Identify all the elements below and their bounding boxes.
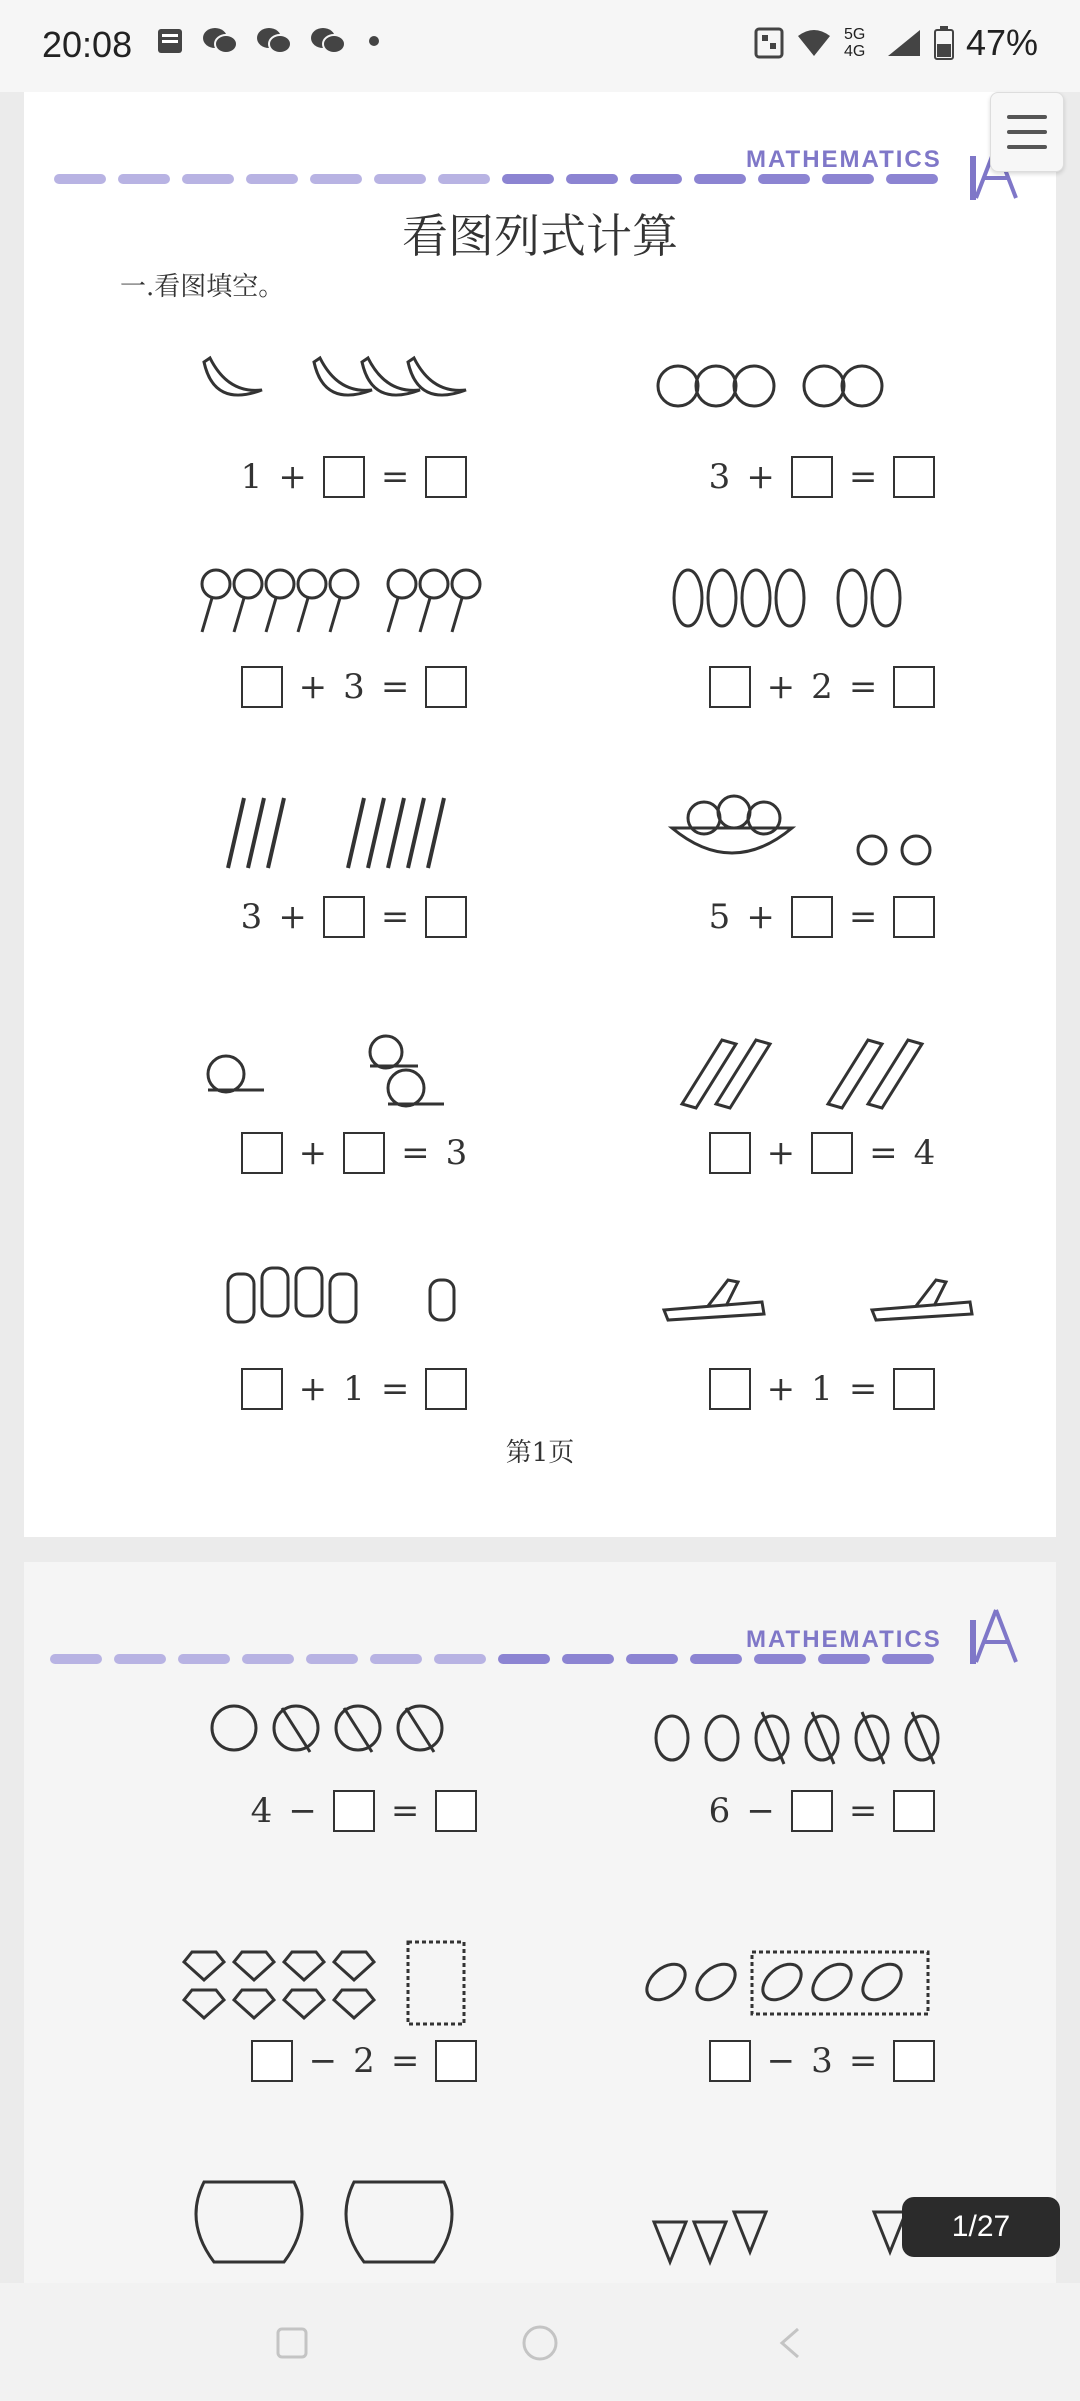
- peaches-picture: [612, 328, 1032, 448]
- status-time: 20:08: [42, 24, 133, 65]
- answer-box[interactable]: [333, 1790, 375, 1832]
- eq-number: 1: [240, 457, 263, 497]
- battery-percent: 47%: [965, 22, 1038, 63]
- answer-box[interactable]: [791, 1790, 833, 1832]
- answer-box[interactable]: [425, 456, 467, 498]
- equation: [612, 2040, 1032, 2082]
- eq-equals: =: [848, 1791, 878, 1831]
- fish-bowls-picture: [174, 2162, 594, 2282]
- answer-box[interactable]: [425, 666, 467, 708]
- eq-equals: =: [869, 1133, 898, 1173]
- navigation-bar: [0, 2283, 1080, 2401]
- eq-number: 6: [708, 1791, 731, 1831]
- eq-operator: +: [766, 667, 796, 707]
- answer-box[interactable]: [241, 1368, 283, 1410]
- eq-equals: =: [848, 1369, 878, 1409]
- home-icon[interactable]: [518, 2321, 562, 2365]
- equation: [612, 1132, 1032, 1174]
- eq-operator: −: [766, 2041, 796, 2081]
- eq-number: 4: [913, 1133, 936, 1173]
- problem-14: [612, 1912, 1032, 2082]
- battery-icon: [934, 26, 954, 60]
- problem-13: [154, 1912, 574, 2082]
- answer-box[interactable]: [709, 666, 751, 708]
- problem-8: [612, 1004, 1032, 1174]
- bananas-picture: [144, 328, 564, 448]
- problem-3: [144, 538, 564, 708]
- answer-box[interactable]: [435, 2040, 477, 2082]
- notification-icon: [156, 27, 184, 55]
- header-dashes: [50, 1654, 934, 1664]
- wifi-icon: [796, 28, 832, 58]
- eq-equals: =: [380, 457, 410, 497]
- nfc-icon: [754, 27, 784, 59]
- problem-2: [612, 328, 1032, 498]
- system-icons: [754, 22, 1038, 64]
- eq-equals: =: [380, 897, 410, 937]
- answer-box[interactable]: [791, 456, 833, 498]
- equation: [144, 896, 564, 938]
- ice-creams-picture: [144, 1240, 564, 1360]
- eq-equals: =: [380, 667, 410, 707]
- equation: [612, 1790, 1032, 1832]
- peanuts-picture: [612, 538, 1032, 658]
- answer-box[interactable]: [343, 1132, 385, 1174]
- header-dashes: [54, 174, 938, 184]
- answer-box[interactable]: [251, 2040, 293, 2082]
- problem-1: [144, 328, 564, 498]
- answer-box[interactable]: [323, 896, 365, 938]
- answer-box[interactable]: [435, 1790, 477, 1832]
- equation: [612, 896, 1032, 938]
- knives-picture: [612, 1004, 1032, 1124]
- eq-number: 3: [240, 897, 263, 937]
- menu-button[interactable]: [990, 92, 1064, 172]
- eq-operator: −: [746, 1791, 775, 1831]
- eq-equals: =: [848, 457, 878, 497]
- answer-box[interactable]: [811, 1132, 853, 1174]
- snails-picture: [144, 1004, 564, 1124]
- eq-operator: +: [298, 1133, 328, 1173]
- answer-box[interactable]: [893, 1368, 935, 1410]
- eq-equals: =: [380, 1369, 410, 1409]
- wechat-icon: [202, 26, 238, 56]
- pears-picture: [612, 1682, 1032, 1782]
- equation: [612, 1368, 1032, 1410]
- eq-operator: +: [298, 1369, 328, 1409]
- eq-operator: +: [766, 1369, 796, 1409]
- answer-box[interactable]: [241, 666, 283, 708]
- eq-equals: =: [390, 2041, 420, 2081]
- eq-number: 3: [343, 667, 365, 707]
- eq-operator: +: [746, 457, 775, 497]
- answer-box[interactable]: [709, 1132, 751, 1174]
- airplanes-picture: [612, 1240, 1032, 1360]
- equation: [144, 1132, 564, 1174]
- eq-number: 2: [811, 667, 833, 707]
- equation: [612, 456, 1032, 498]
- equation: [612, 666, 1032, 708]
- notification-icons: [156, 26, 384, 56]
- back-icon[interactable]: [770, 2323, 810, 2363]
- document-page-1[interactable]: [24, 92, 1056, 1537]
- answer-box[interactable]: [893, 2040, 935, 2082]
- brushes-picture: [144, 768, 564, 888]
- eq-equals: =: [390, 1791, 420, 1831]
- answer-box[interactable]: [425, 896, 467, 938]
- eq-operator: −: [308, 2041, 338, 2081]
- problem-4: [612, 538, 1032, 708]
- eq-operator: +: [766, 1133, 796, 1173]
- eq-number: 3: [811, 2041, 833, 2081]
- equation: [144, 666, 564, 708]
- problem-5: [144, 768, 564, 938]
- equation: [144, 1368, 564, 1410]
- answer-box[interactable]: [709, 1368, 751, 1410]
- answer-box[interactable]: [323, 456, 365, 498]
- mathematics-label: MATHEMATICS: [746, 146, 942, 173]
- equation: [154, 2040, 574, 2082]
- problem-6: [612, 768, 1032, 938]
- wechat-icon: [256, 26, 292, 56]
- answer-box[interactable]: [241, 1132, 283, 1174]
- eq-number: 4: [250, 1791, 273, 1831]
- lollipops-picture: [144, 538, 564, 658]
- balls-picture: [154, 1682, 574, 1782]
- eq-equals: =: [848, 897, 878, 937]
- equation: [144, 456, 564, 498]
- eq-number: 1: [811, 1369, 833, 1409]
- answer-box[interactable]: [425, 1368, 467, 1410]
- network-label: 5G 4G: [843, 26, 866, 60]
- answer-box[interactable]: [893, 896, 935, 938]
- document-page-2[interactable]: [24, 1562, 1056, 2302]
- section-label: 一.看图填空。: [120, 272, 285, 302]
- answer-box[interactable]: [893, 456, 935, 498]
- problem-10: [612, 1240, 1032, 1410]
- answer-box[interactable]: [893, 666, 935, 708]
- page-counter: 1/27: [902, 2197, 1060, 2257]
- eq-operator: −: [288, 1791, 317, 1831]
- eq-number: 2: [353, 2041, 375, 2081]
- problem-7: [144, 1004, 564, 1174]
- eq-number: 3: [445, 1133, 468, 1173]
- compass-icon: [968, 1606, 1024, 1666]
- answer-box[interactable]: [893, 1790, 935, 1832]
- status-bar: [0, 0, 1080, 92]
- eq-equals: =: [848, 2041, 878, 2081]
- problem-12: [612, 1682, 1032, 1832]
- eq-equals: =: [848, 667, 878, 707]
- equation: [154, 1790, 574, 1832]
- page-number-label: 第1页: [505, 1438, 575, 1468]
- eq-operator: +: [746, 897, 775, 937]
- signal-icon: [886, 28, 922, 58]
- eq-operator: +: [278, 457, 307, 497]
- apples-picture: [612, 768, 1032, 888]
- problem-11: [154, 1682, 574, 1832]
- worksheet-title: 看图列式计算: [402, 209, 678, 263]
- problem-9: [144, 1240, 564, 1410]
- eq-operator: +: [298, 667, 328, 707]
- eq-number: 3: [708, 457, 731, 497]
- eq-operator: +: [278, 897, 307, 937]
- eq-equals: =: [401, 1133, 430, 1173]
- dot-icon: [364, 31, 384, 51]
- answer-box[interactable]: [709, 2040, 751, 2082]
- wechat-icon: [310, 26, 346, 56]
- diamonds-picture: [154, 1912, 574, 2032]
- eq-number: 5: [708, 897, 731, 937]
- answer-box[interactable]: [791, 896, 833, 938]
- recent-apps-icon[interactable]: [272, 2323, 312, 2363]
- eq-number: 1: [343, 1369, 365, 1409]
- mathematics-label: MATHEMATICS: [746, 1626, 942, 1653]
- footballs-picture: [612, 1912, 1032, 2032]
